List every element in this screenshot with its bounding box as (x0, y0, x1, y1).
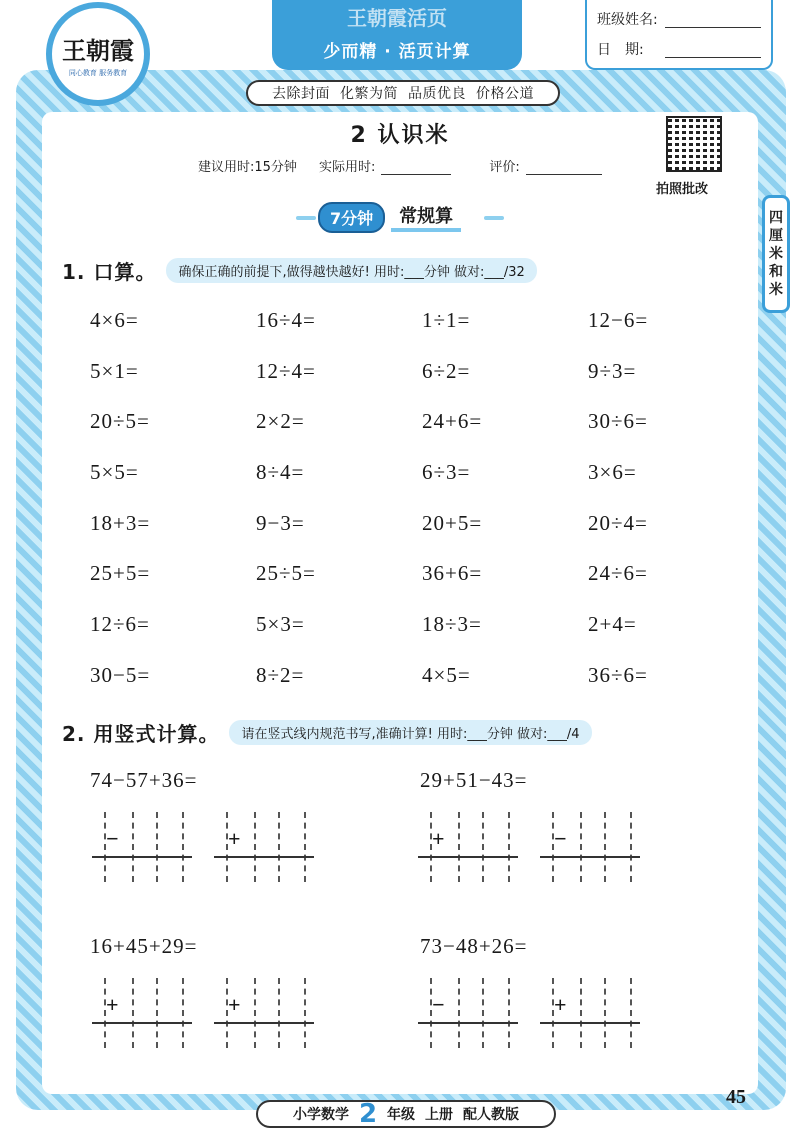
oral-problem[interactable]: 9−3= (256, 510, 305, 535)
operator-sign: − (554, 826, 567, 851)
vertical-problem-expr: 16+45+29= (90, 934, 198, 958)
oral-problem[interactable]: 24÷6= (588, 561, 648, 586)
digit-column-line (604, 812, 606, 882)
digit-column-line (580, 978, 582, 1048)
class-name-label: 班级姓名: (597, 12, 658, 28)
oral-problem[interactable]: 5×1= (90, 358, 139, 383)
vertical-calc-box[interactable] (92, 812, 192, 882)
digit-column-line (156, 978, 158, 1048)
vertical-calc-box[interactable] (418, 978, 518, 1048)
banner-subtitle: 少而精 · 活页计算 (323, 42, 471, 62)
digit-column-line (278, 812, 280, 882)
sum-line (214, 856, 314, 858)
q1-hint: 确保正确的前提下,做得越快越好! 用时:___分钟 做对:___/32 (166, 258, 536, 283)
oral-problem[interactable]: 20+5= (422, 510, 483, 535)
vertical-calc-box[interactable] (214, 978, 314, 1048)
evaluation-field[interactable] (526, 161, 602, 175)
footer-bar (256, 1100, 556, 1128)
oral-problem[interactable]: 25÷5= (256, 561, 316, 586)
timing-row (198, 156, 602, 175)
side-tab-char: 米 (769, 246, 783, 262)
side-tab-char: 和 (769, 264, 783, 280)
digit-column-line (508, 812, 510, 882)
logo-name: 王朝霞 (62, 35, 134, 65)
digit-column-line (182, 978, 184, 1048)
footer-grade-suffix: 年级 (387, 1107, 416, 1123)
oral-problem[interactable]: 12÷6= (90, 612, 150, 637)
digit-column-line (254, 812, 256, 882)
side-tab-char: 四 (769, 210, 783, 226)
vertical-calc-box[interactable] (214, 812, 314, 882)
oral-problem[interactable]: 20÷5= (90, 409, 150, 434)
digit-column-line (304, 812, 306, 882)
vertical-problem-expr: 74−57+36= (90, 768, 198, 792)
digit-column-line (482, 978, 484, 1048)
oral-problem[interactable]: 36÷6= (588, 662, 648, 687)
vertical-calc-box[interactable] (540, 812, 640, 882)
operator-sign: + (432, 826, 445, 851)
logo-sub: 同心教育 服务教育 (68, 68, 128, 77)
operator-sign: − (106, 826, 119, 851)
sum-line (92, 856, 192, 858)
operator-sign: + (228, 992, 241, 1017)
oral-problem[interactable]: 20÷4= (588, 510, 648, 535)
q2-title: 2. 用竖式计算。 (62, 722, 220, 746)
oral-problem[interactable]: 4×5= (422, 662, 471, 687)
digit-column-line (278, 978, 280, 1048)
vertical-calc-box[interactable] (92, 978, 192, 1048)
oral-problem[interactable]: 2+4= (588, 612, 637, 637)
oral-problem[interactable]: 24+6= (422, 409, 483, 434)
sum-line (540, 856, 640, 858)
digit-column-line (458, 812, 460, 882)
qr-code-icon[interactable] (666, 116, 722, 172)
suggested-time: 建议用时:15分钟 (198, 160, 297, 175)
oral-problem[interactable]: 12÷4= (256, 358, 316, 383)
oral-problem[interactable]: 3×6= (588, 460, 637, 485)
side-tab-char: 米 (769, 282, 783, 298)
vertical-problem-expr: 73−48+26= (420, 934, 528, 958)
q1-title: 1. 口算。 (62, 260, 157, 284)
student-info-box (585, 0, 773, 70)
digit-column-line (630, 978, 632, 1048)
digit-column-line (156, 812, 158, 882)
sum-line (92, 1022, 192, 1024)
operator-sign: − (432, 992, 445, 1017)
slogan-item: 去除封面 (272, 86, 330, 102)
vertical-calc-box[interactable] (540, 978, 640, 1048)
oral-problem[interactable]: 16÷4= (256, 308, 316, 332)
oral-problem[interactable]: 6÷3= (422, 460, 471, 485)
slogan-bar (246, 80, 560, 106)
operator-sign: + (106, 992, 119, 1017)
digit-column-line (482, 812, 484, 882)
footer-edition: 配人教版 (463, 1107, 520, 1123)
oral-problem[interactable]: 9÷3= (588, 358, 637, 383)
sum-line (540, 1022, 640, 1024)
slogan-item: 品质优良 (408, 86, 466, 102)
actual-time-label: 实际用时: (318, 160, 376, 175)
class-name-field[interactable] (665, 10, 761, 28)
digit-column-line (304, 978, 306, 1048)
digit-column-line (580, 812, 582, 882)
sum-line (214, 1022, 314, 1024)
oral-problem[interactable]: 12−6= (588, 308, 649, 332)
slogan-item: 价格公道 (476, 86, 534, 102)
oral-problem[interactable]: 8÷2= (256, 662, 305, 687)
section-name: 常规算 (391, 202, 461, 232)
header-banner (272, 0, 522, 70)
oral-problem[interactable]: 30÷6= (588, 409, 648, 434)
digit-column-line (508, 978, 510, 1048)
actual-time-field[interactable] (381, 161, 451, 175)
banner-top: 王朝霞活页 (347, 6, 447, 30)
section-divider-right (484, 216, 504, 220)
lesson-title: 2 认识米 (350, 123, 450, 148)
chapter-side-tab (762, 195, 790, 313)
q2-header (62, 718, 592, 747)
oral-problem[interactable]: 18÷3= (422, 612, 482, 637)
evaluation-label: 评价: (489, 160, 520, 175)
oral-problem[interactable]: 5×3= (256, 612, 305, 637)
publisher-logo (46, 2, 150, 106)
oral-problem[interactable]: 30−5= (90, 662, 151, 687)
oral-problem[interactable]: 4×6= (90, 308, 139, 332)
q1-header (62, 256, 537, 285)
digit-column-line (132, 978, 134, 1048)
digit-column-line (254, 978, 256, 1048)
section-divider-left (296, 216, 316, 220)
page-number: 45 (726, 1086, 746, 1108)
oral-problem[interactable]: 8÷4= (256, 460, 305, 485)
date-field[interactable] (665, 40, 761, 58)
oral-problem[interactable]: 1÷1= (422, 308, 471, 332)
digit-column-line (458, 978, 460, 1048)
oral-problem[interactable]: 36+6= (422, 561, 483, 586)
oral-problem[interactable]: 18+3= (90, 510, 151, 535)
footer-volume: 上册 (425, 1107, 454, 1123)
section-header (318, 203, 461, 231)
oral-problem[interactable]: 5×5= (90, 460, 139, 485)
q2-hint: 请在竖式线内规范书写,准确计算! 用时:___分钟 做对:___/4 (229, 720, 591, 745)
footer-grade-number: 2 (358, 1099, 378, 1129)
operator-sign: + (228, 826, 241, 851)
slogan-item: 化繁为简 (340, 86, 398, 102)
operator-sign: + (554, 992, 567, 1017)
oral-problem[interactable]: 6÷2= (422, 358, 471, 383)
oral-calc-grid (90, 308, 750, 714)
side-tab-char: 厘 (769, 228, 783, 244)
sum-line (418, 1022, 518, 1024)
vertical-calc-box[interactable] (418, 812, 518, 882)
oral-problem[interactable]: 25+5= (90, 561, 151, 586)
vertical-problem-expr: 29+51−43= (420, 768, 528, 792)
digit-column-line (182, 812, 184, 882)
digit-column-line (132, 812, 134, 882)
digit-column-line (630, 812, 632, 882)
oral-problem[interactable]: 2×2= (256, 409, 305, 434)
digit-column-line (604, 978, 606, 1048)
footer-subject: 小学数学 (292, 1107, 349, 1123)
sum-line (418, 856, 518, 858)
qr-label: 拍照批改 (656, 182, 709, 197)
section-time-badge: 7分钟 (318, 202, 385, 233)
date-label: 日 期: (597, 42, 644, 58)
